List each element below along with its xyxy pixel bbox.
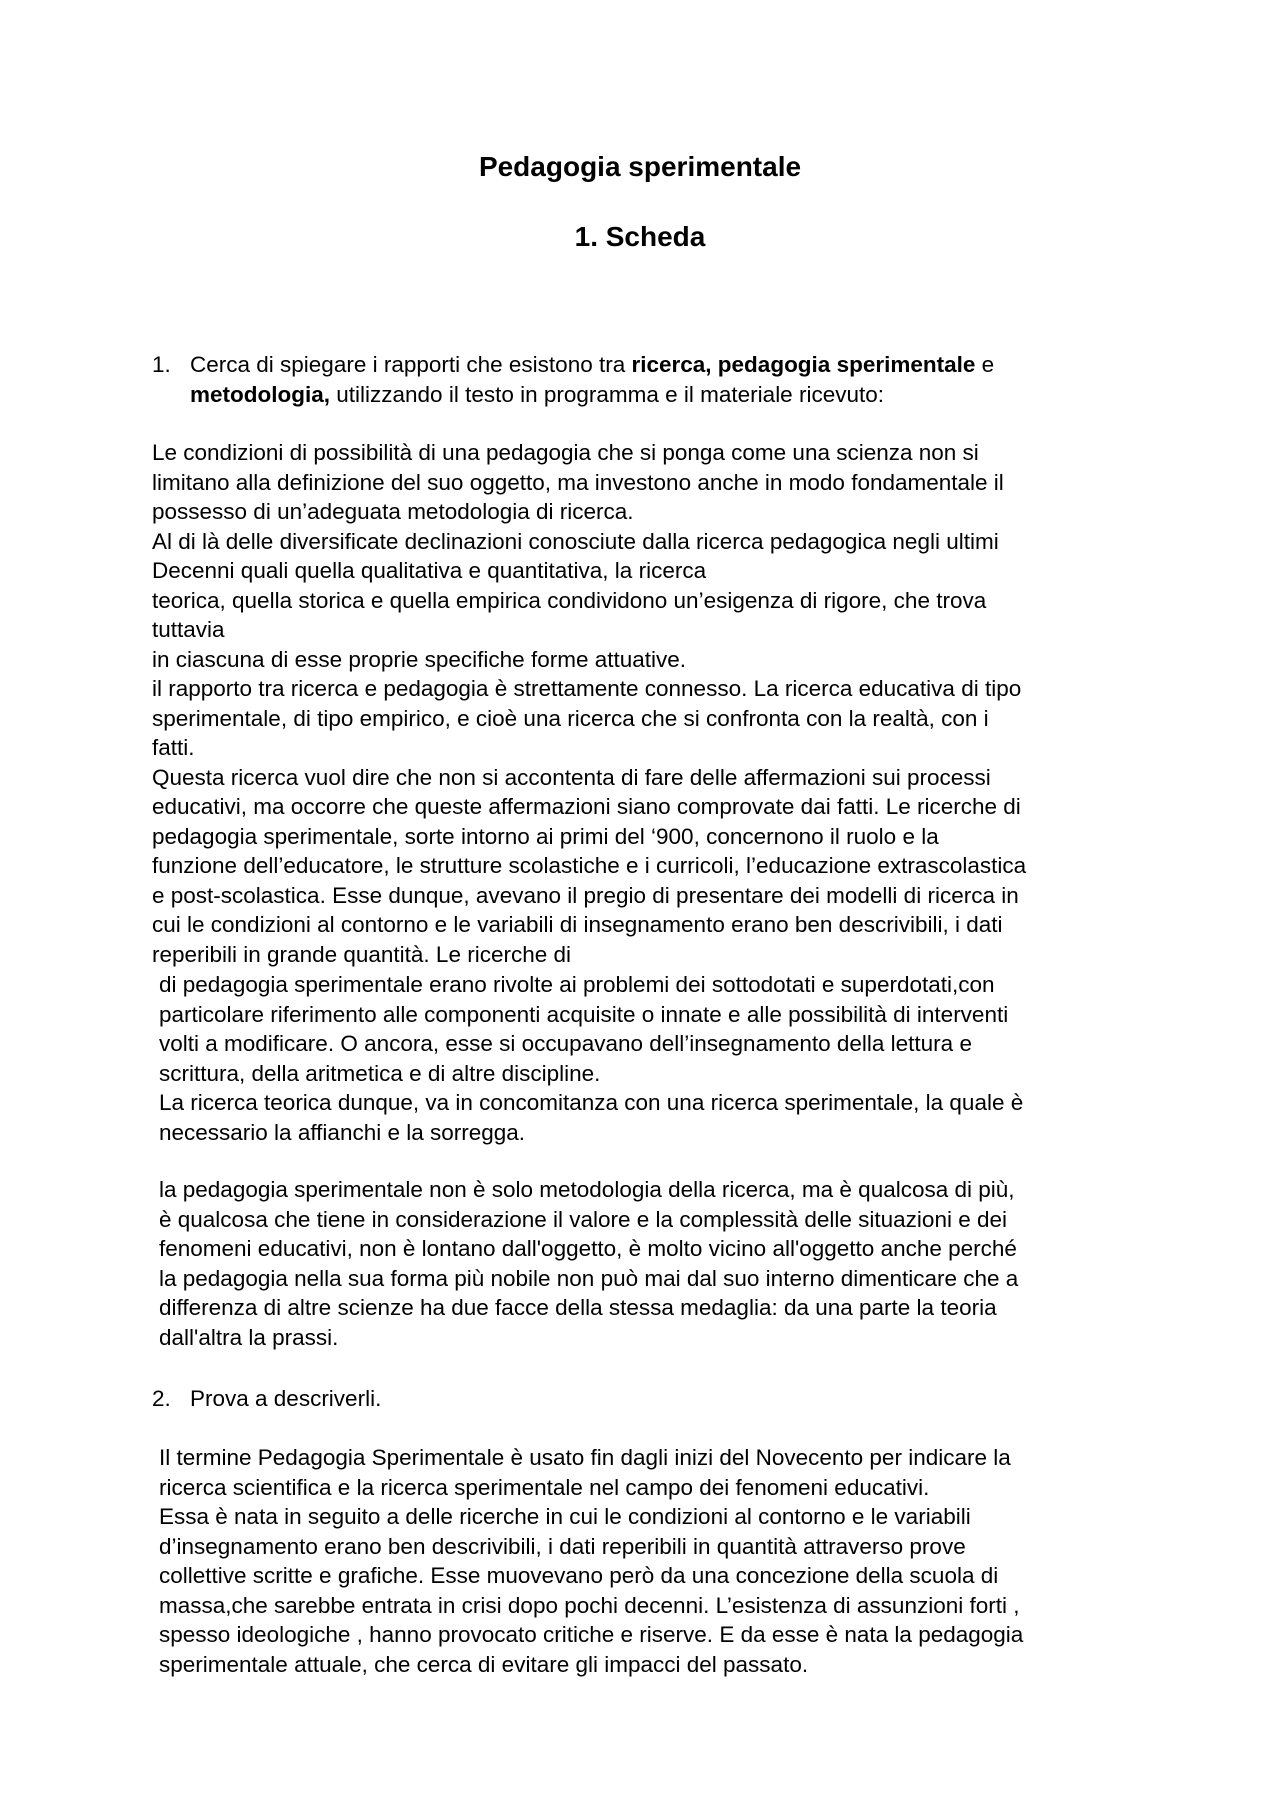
question-1-line1-bold: ricerca, pedagogia sperimentale bbox=[631, 352, 976, 377]
text-line: in ciascuna di esse proprie specifiche forme attuative. bbox=[152, 646, 687, 672]
question-1-line1-a: Cerca di spiegare i rapporti che esistono tra bbox=[190, 352, 632, 377]
text-line: educativi, ma occorre che queste affermazioni siano comprovate dai fatti. Le ricerche di bbox=[152, 794, 1021, 819]
text-line: sperimentale attuale, che cerca di evitare gli impacci del passato. bbox=[159, 1651, 809, 1677]
text-line: differenza di altre scienze ha due facce della stessa medaglia: da una parte la teoria bbox=[159, 1295, 997, 1320]
text-line: la pedagogia nella sua forma più nobile non può mai dal suo interno dimenticare che a bbox=[159, 1265, 1019, 1291]
text-line: teorica, quella storica e quella empirica condividono un’esigenza di rigore, che trova bbox=[152, 587, 987, 613]
text-line: cui le condizioni al contorno e le variabili di insegnamento erano ben descrivibili, i dati bbox=[152, 912, 1003, 937]
text-line: pedagogia sperimentale, sorte intorno ai primi del ‘900, concernono il ruolo e la bbox=[152, 823, 939, 849]
text-line: spesso ideologiche , hanno provocato critiche e riserve. E da esse è nata la pedagogia bbox=[159, 1622, 1024, 1647]
text-line: e post-scolastica. Esse dunque, avevano il pregio di presentare dei modelli di ricerca in bbox=[152, 882, 1019, 908]
question-2-text: Prova a descriverli. bbox=[190, 1386, 382, 1411]
text-line: collettive scritte e grafiche. Esse muovevano però da una concezione della scuola di bbox=[159, 1563, 999, 1588]
text-line: il rapporto tra ricerca e pedagogia è strettamente connesso. La ricerca educativa di tipo bbox=[152, 676, 1022, 701]
text-line: massa,che sarebbe entrata in crisi dopo pochi decenni. L’esistenza di assunzioni forti , bbox=[159, 1592, 1020, 1618]
question-1-text bbox=[190, 350, 1170, 409]
text-line: sperimentale, di tipo empirico, e cioè una ricerca che si confronta con la realtà, con i bbox=[152, 705, 989, 731]
text-line: fenomeni educativi, non è lontano dall'oggetto, è molto vicino all'oggetto anche perché bbox=[159, 1236, 1017, 1261]
document-subtitle: 1. Scheda bbox=[574, 221, 706, 252]
question-2-number: 2. bbox=[152, 1386, 171, 1411]
text-line: Essa è nata in seguito a delle ricerche in cui le condizioni al contorno e le variabili bbox=[159, 1504, 971, 1529]
question-1-number: 1. bbox=[152, 352, 171, 377]
text-line: Le condizioni di possibilità di una pedagogia che si ponga come una scienza non si bbox=[152, 440, 979, 465]
text-line: fatti. bbox=[152, 735, 195, 760]
text-line: d’insegnamento erano ben descrivibili, i dati reperibili in quantità attraverso prove bbox=[159, 1533, 966, 1559]
text-line: possesso di un’adeguata metodologia di ricerca. bbox=[152, 499, 634, 524]
text-line: Decenni quali quella qualitativa e quantitativa, la ricerca bbox=[152, 558, 707, 583]
text-line: La ricerca teorica dunque, va in concomitanza con una ricerca sperimentale, la quale è bbox=[159, 1090, 1024, 1115]
text-line: dall'altra la prassi. bbox=[159, 1324, 339, 1350]
text-line: Al di là delle diversificate declinazioni conosciute dalla ricerca pedagogica negli ultimi bbox=[152, 528, 999, 554]
text-line: Il termine Pedagogia Sperimentale è usato fin dagli inizi del Novecento per indicare la bbox=[159, 1445, 1011, 1470]
answer-1-paragraph-1 bbox=[152, 438, 1182, 969]
text-line: volti a modificare. O ancora, esse si occupavano dell’insegnamento della lettura e bbox=[159, 1031, 972, 1056]
document-title: Pedagogia sperimentale bbox=[478, 151, 802, 182]
text-line: reperibili in grande quantità. Le ricerche di bbox=[152, 941, 571, 967]
text-line: limitano alla definizione del suo oggetto, ma investono anche in modo fondamentale il bbox=[152, 469, 1004, 495]
answer-2-paragraph bbox=[159, 1443, 1189, 1679]
text-line: tuttavia bbox=[152, 617, 225, 642]
text-line: particolare riferimento alle componenti acquisite o innate e alle possibilità di interventi bbox=[159, 1001, 1009, 1027]
text-line: funzione dell’educatore, le strutture scolastiche e i curricoli, l’educazione extrascolastica bbox=[152, 853, 1027, 878]
text-line: ricerca scientifica e la ricerca sperimentale nel campo dei fenomeni educativi. bbox=[159, 1474, 930, 1500]
question-1-line2-bold: metodologia, bbox=[190, 381, 330, 407]
answer-1-paragraph-2 bbox=[159, 970, 1189, 1147]
question-1-line1-c: e bbox=[975, 352, 995, 377]
text-line: la pedagogia sperimentale non è solo metodologia della ricerca, ma è qualcosa di più, bbox=[159, 1177, 1015, 1202]
text-line: di pedagogia sperimentale erano rivolte ai problemi dei sottodotati e superdotati,con bbox=[159, 972, 995, 997]
question-1-line2-b: utilizzando il testo in programma e il materiale ricevuto: bbox=[330, 381, 884, 407]
text-line: scrittura, della aritmetica e di altre discipline. bbox=[159, 1060, 601, 1086]
answer-1-paragraph-3 bbox=[159, 1175, 1189, 1352]
text-line: è qualcosa che tiene in considerazione il valore e la complessità delle situazioni e dei bbox=[159, 1206, 1008, 1232]
text-line: necessario la affianchi e la sorregga. bbox=[159, 1119, 526, 1145]
text-line: Questa ricerca vuol dire che non si accontenta di fare delle affermazioni sui processi bbox=[152, 764, 991, 790]
